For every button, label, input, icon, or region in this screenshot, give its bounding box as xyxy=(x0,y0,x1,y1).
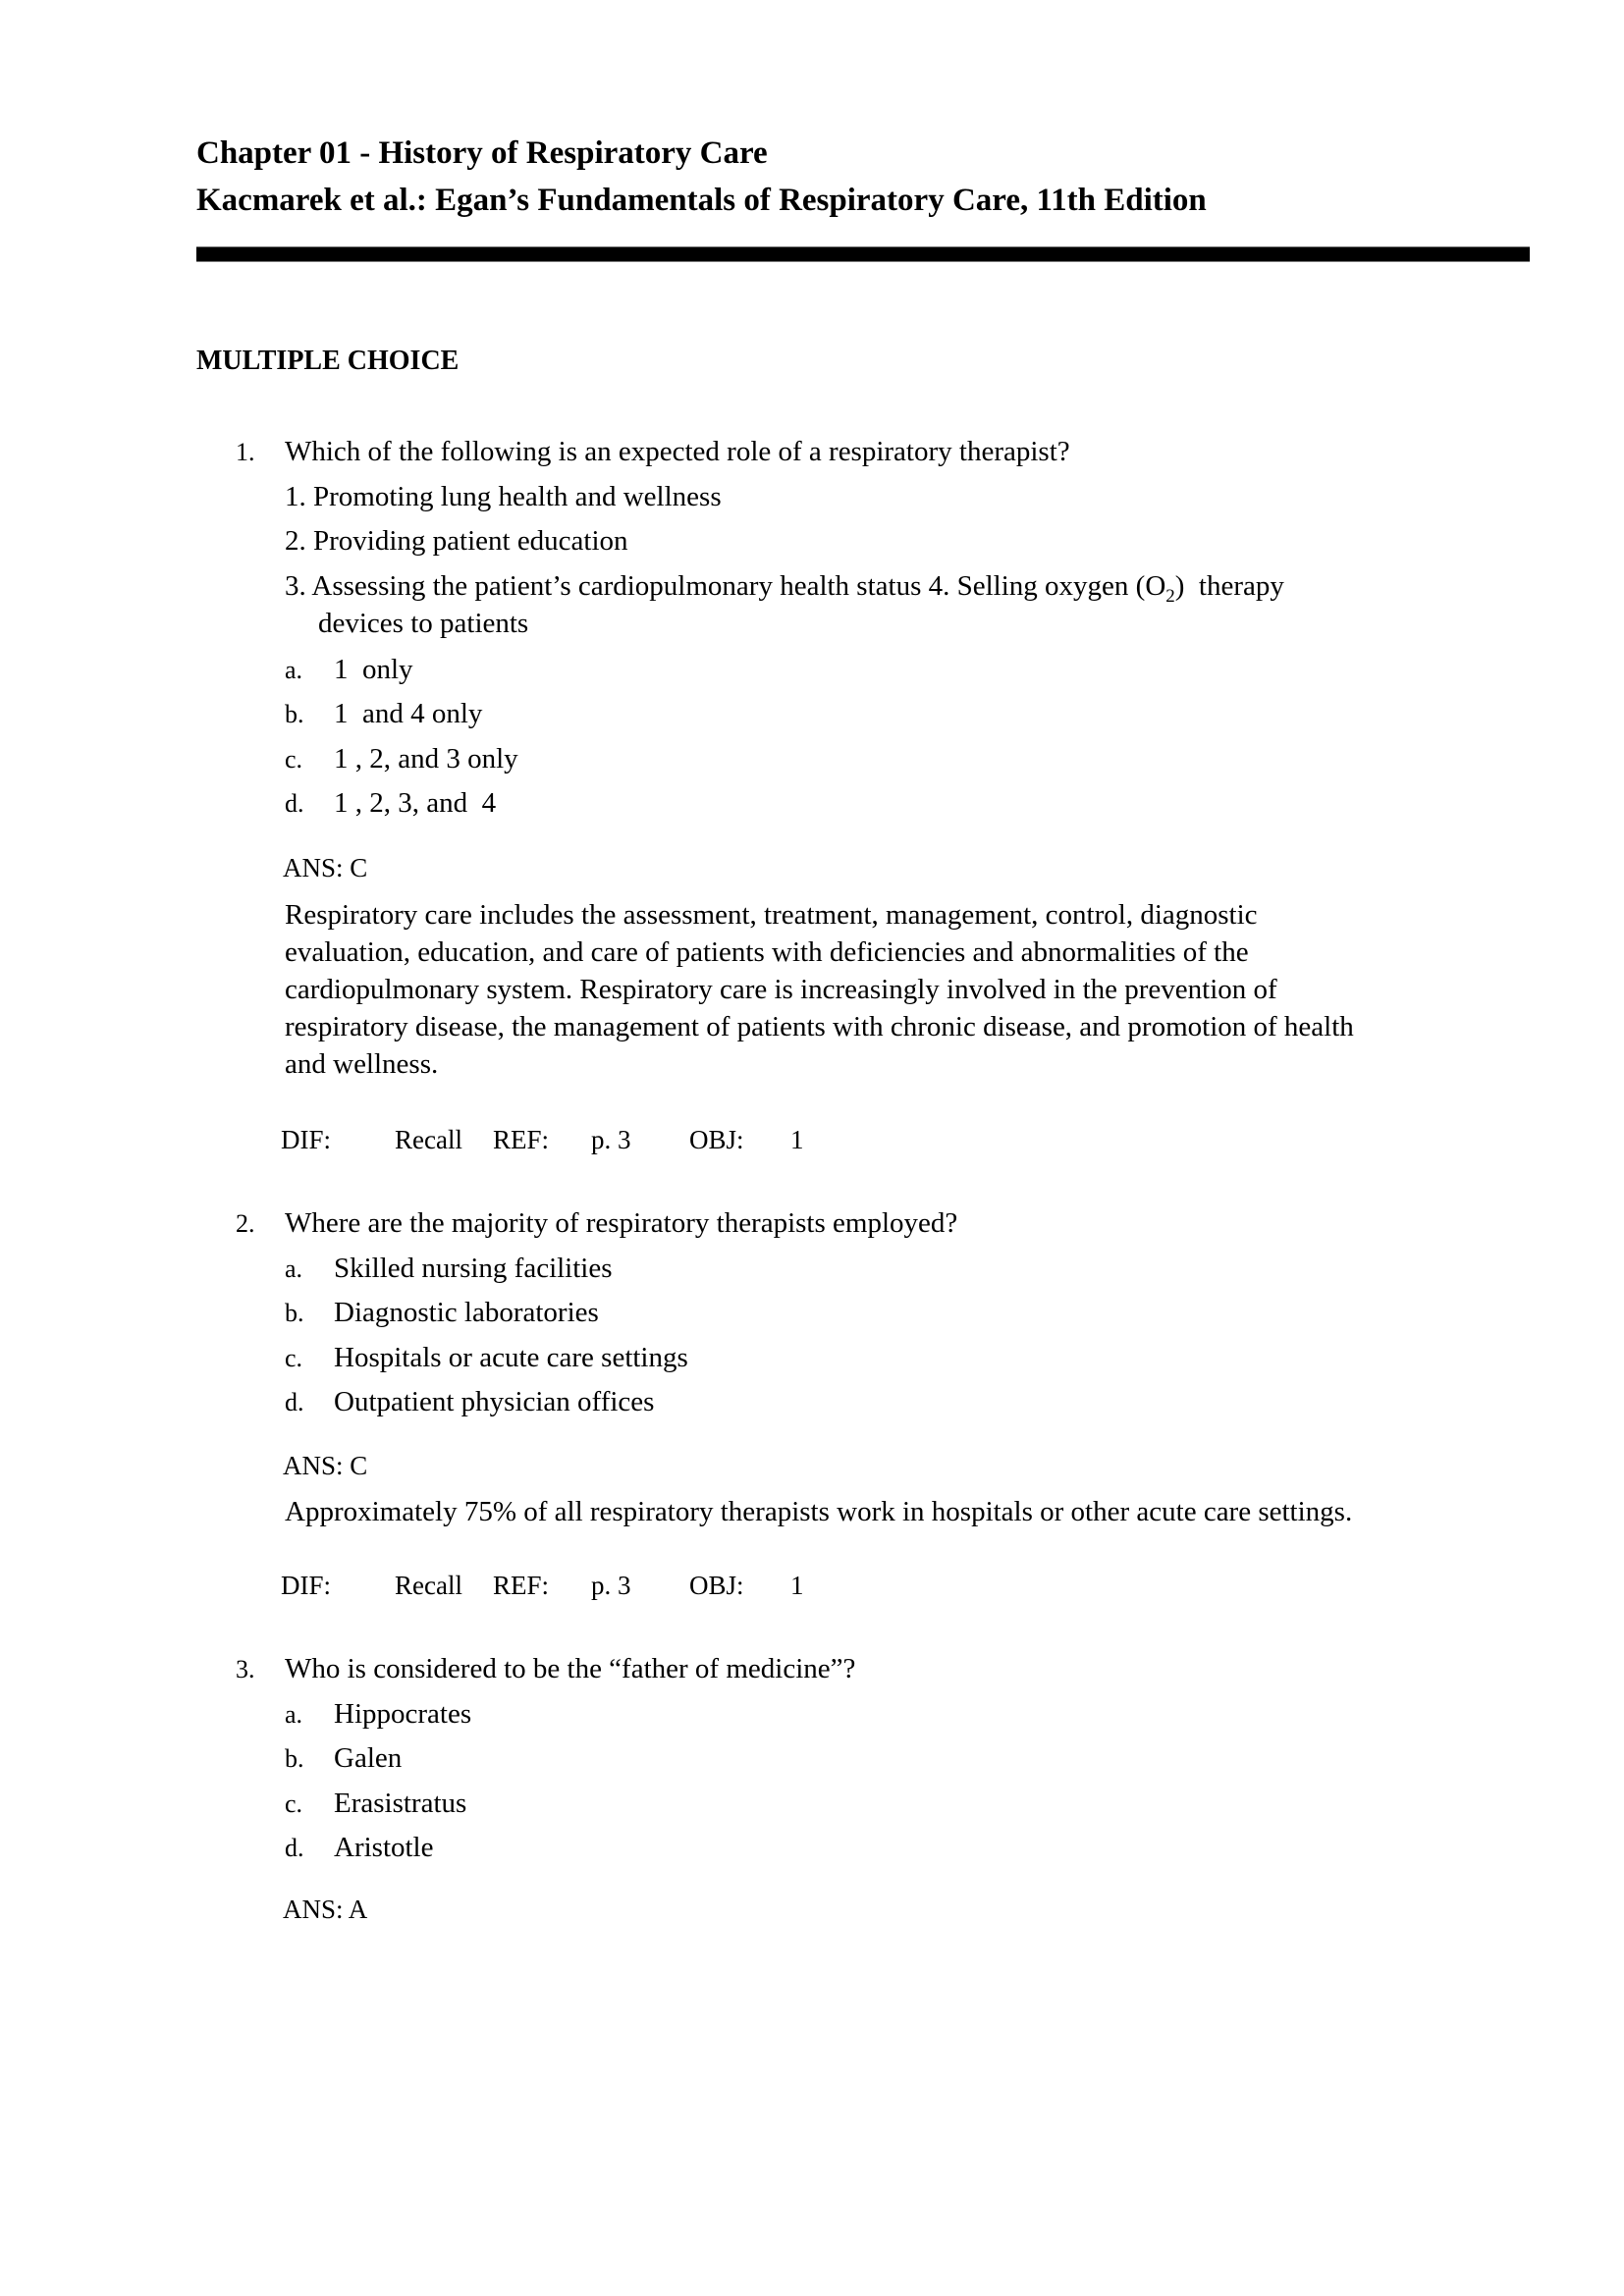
option-text: 1 , 2, 3, and 4 xyxy=(334,787,497,819)
ref-label: REF: xyxy=(493,1571,550,1600)
option-text: Diagnostic laboratories xyxy=(334,1297,599,1328)
dif-value: Recall xyxy=(395,1125,462,1154)
option-letter: d. xyxy=(285,789,304,818)
rationale-line: respiratory disease, the management of patients with chronic disease, and promotion of health xyxy=(285,1011,1354,1042)
obj-value: 1 xyxy=(790,1571,804,1600)
option-text: 1 only xyxy=(334,654,413,685)
option-letter: a. xyxy=(285,1255,303,1283)
option-text: Hippocrates xyxy=(334,1698,472,1730)
header-rule xyxy=(196,246,1530,262)
option-text: Outpatient physician offices xyxy=(334,1386,655,1417)
option-letter: d. xyxy=(285,1388,304,1416)
answer: ANS: A xyxy=(283,1895,368,1924)
question-number: 3. xyxy=(236,1655,255,1683)
obj-label: OBJ: xyxy=(689,1571,744,1600)
option-letter: b. xyxy=(285,1744,304,1773)
option-letter: a. xyxy=(285,656,303,684)
statement-text: 3. Assessing the patient’s cardiopulmonary health status 4. Selling oxygen (O xyxy=(285,570,1166,602)
option-letter: b. xyxy=(285,700,304,728)
statement-suffix: ) therapy xyxy=(1174,570,1284,602)
question-number: 1. xyxy=(236,438,255,466)
question-stem: Who is considered to be the “father of medicine”? xyxy=(285,1653,856,1684)
option-letter: c. xyxy=(285,745,303,774)
option-text: Skilled nursing facilities xyxy=(334,1253,613,1284)
rationale-line: and wellness. xyxy=(285,1048,439,1080)
answer: ANS: C xyxy=(283,853,368,882)
statement-continuation: devices to patients xyxy=(318,608,529,639)
section-title: MULTIPLE CHOICE xyxy=(196,346,460,376)
chapter-title: Chapter 01 - History of Respiratory Care xyxy=(196,135,768,171)
rationale: Approximately 75% of all respiratory therapists work in hospitals or other acute care settings. xyxy=(285,1496,1353,1527)
option-letter: d. xyxy=(285,1834,304,1862)
question-number: 2. xyxy=(236,1209,255,1238)
ref-label: REF: xyxy=(493,1125,550,1154)
ref-value: p. 3 xyxy=(591,1125,631,1154)
rationale-line: cardiopulmonary system. Respiratory care is increasingly involved in the prevention of xyxy=(285,974,1277,1005)
option-text: Aristotle xyxy=(334,1832,434,1863)
rationale-line: Respiratory care includes the assessment, treatment, management, control, diagnostic xyxy=(285,899,1258,931)
answer: ANS: C xyxy=(283,1451,368,1480)
option-text: 1 , 2, and 3 only xyxy=(334,743,518,774)
statement: 1. Promoting lung health and wellness xyxy=(285,481,722,512)
option-letter: a. xyxy=(285,1700,303,1729)
question-stem: Where are the majority of respiratory therapists employed? xyxy=(285,1207,958,1239)
option-text: Hospitals or acute care settings xyxy=(334,1342,688,1373)
statement: 2. Providing patient education xyxy=(285,525,628,557)
dif-label: DIF: xyxy=(281,1571,332,1600)
option-letter: b. xyxy=(285,1299,304,1327)
obj-label: OBJ: xyxy=(689,1125,744,1154)
rationale-line: evaluation, education, and care of patients with deficiencies and abnormalities of the xyxy=(285,936,1249,968)
dif-value: Recall xyxy=(395,1571,462,1600)
ref-value: p. 3 xyxy=(591,1571,631,1600)
question-stem: Which of the following is an expected role of a respiratory therapist? xyxy=(285,436,1070,467)
option-letter: c. xyxy=(285,1789,303,1818)
dif-label: DIF: xyxy=(281,1125,332,1154)
option-text: 1 and 4 only xyxy=(334,698,483,729)
subscript: 2 xyxy=(1165,585,1175,607)
obj-value: 1 xyxy=(790,1125,804,1154)
option-text: Galen xyxy=(334,1742,403,1774)
book-title: Kacmarek et al.: Egan’s Fundamentals of Respiratory Care, 11th Edition xyxy=(196,183,1207,218)
option-text: Erasistratus xyxy=(334,1788,467,1819)
option-letter: c. xyxy=(285,1344,303,1372)
